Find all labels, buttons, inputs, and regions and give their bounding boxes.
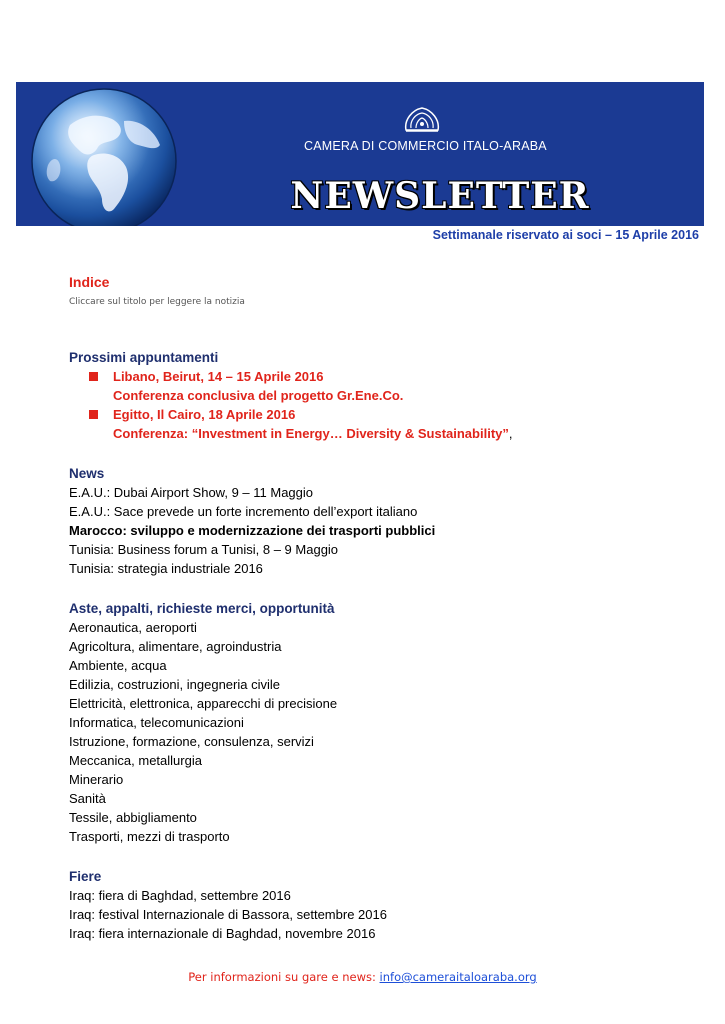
org-logo-icon [402,104,442,134]
tender-category-link[interactable]: Ambiente, acqua [69,658,167,673]
footer-contact [0,970,725,984]
tender-category-link[interactable]: Minerario [69,772,124,787]
fair-link[interactable]: Iraq: festival Internazionale di Bassora, settembre 2016 [69,907,387,922]
appointment-detail-link[interactable]: Conferenza: “Investment in Energy… Diversity & Sustainability”, [113,426,513,441]
fairs-heading: Fiere [69,869,102,884]
fair-link[interactable]: Iraq: fiera internazionale di Baghdad, novembre 2016 [69,926,376,941]
tender-category-link[interactable]: Agricoltura, alimentare, agroindustria [69,639,282,654]
newsletter-banner [16,82,704,226]
news-link[interactable]: Tunisia: strategia industriale 2016 [69,561,263,576]
tender-category-link[interactable]: Trasporti, mezzi di trasporto [69,829,230,844]
tender-category-link[interactable]: Aeronautica, aeroporti [69,620,197,635]
news-link[interactable]: E.A.U.: Sace prevede un forte incremento dell’export italiano [69,504,418,519]
appointments-heading: Prossimi appuntamenti [69,350,219,365]
red-square-bullet-icon [89,372,98,381]
globe-icon [28,85,180,226]
news-link[interactable]: E.A.U.: Dubai Airport Show, 9 – 11 Maggio [69,485,314,500]
tender-category-link[interactable]: Informatica, telecomunicazioni [69,715,244,730]
tender-category-link[interactable]: Meccanica, metallurgia [69,753,202,768]
newsletter-title: NEWSLETTER [290,175,590,217]
appointment-link[interactable]: Libano, Beirut, 14 – 15 Aprile 2016 [113,369,324,384]
newsletter-content [69,270,689,943]
appointments-list [69,367,689,443]
red-square-bullet-icon [89,410,98,419]
tenders-heading: Aste, appalti, richieste merci, opportunità [69,601,335,616]
index-hint: Cliccare sul titolo per leggere la notizia [69,297,245,307]
fair-link[interactable]: Iraq: fiera di Baghdad, settembre 2016 [69,888,291,903]
news-link[interactable]: Marocco: sviluppo e modernizzazione dei trasporti pubblici [69,523,436,538]
news-heading: News [69,466,105,481]
tender-category-link[interactable]: Istruzione, formazione, consulenza, servizi [69,734,314,749]
index-heading: Indice [69,274,110,290]
tender-category-link[interactable]: Tessile, abbigliamento [69,810,197,825]
organization-name: CAMERA DI COMMERCIO ITALO-ARABA [304,139,547,153]
appointment-link[interactable]: Egitto, Il Cairo, 18 Aprile 2016 [113,407,296,422]
newsletter-subtitle: Settimanale riservato ai soci – 15 Aprile 2016 [432,228,699,242]
appointment-item[interactable] [69,405,689,443]
tender-category-link[interactable]: Edilizia, costruzioni, ingegneria civile [69,677,280,692]
tender-category-link[interactable]: Elettricità, elettronica, apparecchi di precisione [69,696,338,711]
contact-email-link[interactable]: info@cameraitaloaraba.org [379,970,537,984]
appointment-detail-link[interactable]: Conferenza conclusiva del progetto Gr.Ene.Co. [113,388,404,403]
tender-category-link[interactable]: Sanità [69,791,106,806]
appointment-item[interactable] [69,367,689,405]
news-link[interactable]: Tunisia: Business forum a Tunisi, 8 – 9 Maggio [69,542,339,557]
footer-text: Per informazioni su gare e news: [188,970,380,984]
